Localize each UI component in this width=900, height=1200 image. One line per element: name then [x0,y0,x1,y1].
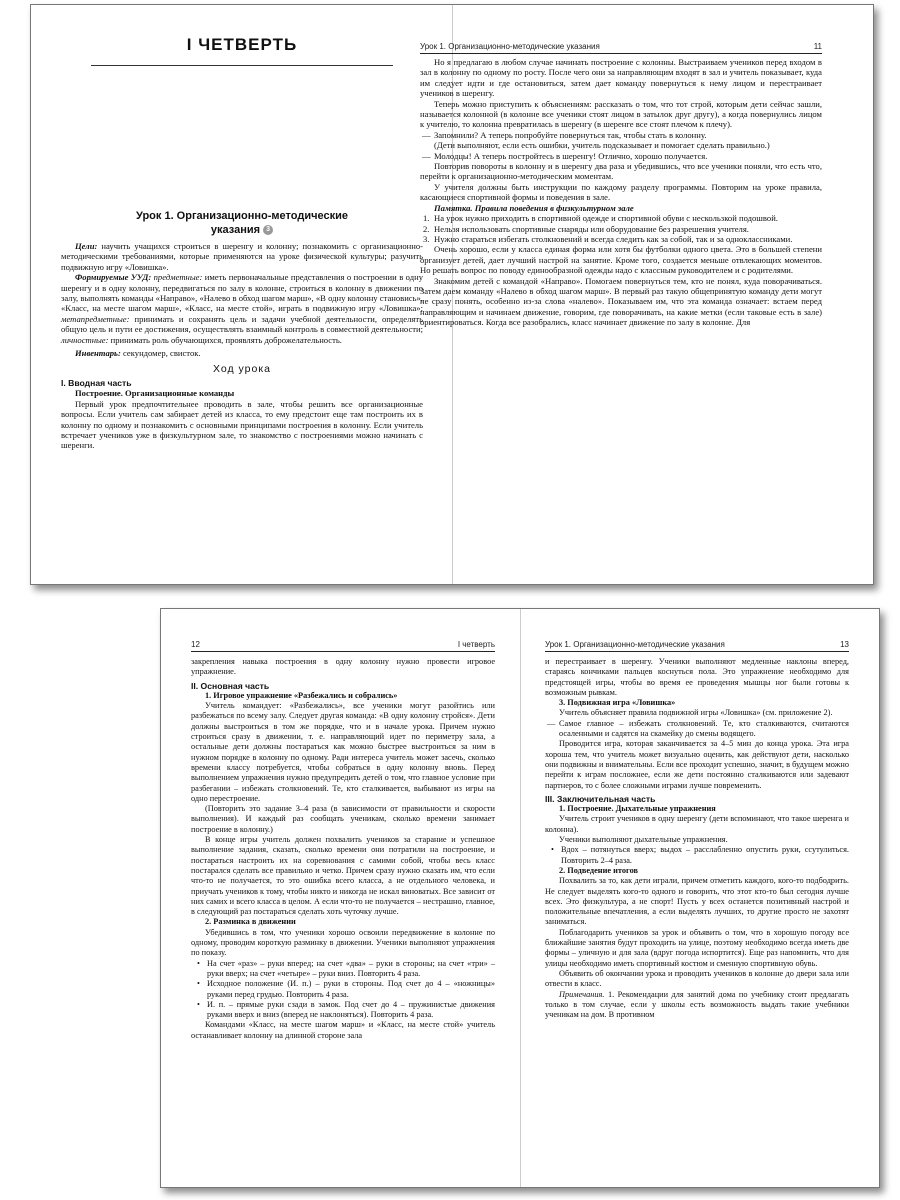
body-paragraph: Учитель строит учеников в одну шеренгу (дети вспоминают, что такое шеренга и колонна). [545,814,849,834]
section-heading-intro: I. Вводная часть [61,377,132,388]
inventory-paragraph: Инвентарь: секундомер, свисток. [75,348,201,359]
lesson-title-line1: Урок 1. Организационно-методические [136,210,348,222]
body-paragraph: Знакомим детей с командой «Направо». Помогаем повернуться тем, кто не понял, куда поворачиваться. Затем даем команду «Налево в обход шагом марш». В первый раз такую общепринятую команду дети могут не сразу понять, особенно из-за слова «налево». Показываем им, что эта команда означает: встаем перед направляющим и начинаем движение, говорим, где поворачивать, на какие метки (если таковые есть в зале) ориентироваться. Когда все разобрались, класс начинает движение по залу в колонне. Для [420,275,822,328]
chapter-divider [91,65,393,66]
dialogue-line: — Самое главное – избежать столкновений. Те, кто сталкиваются, считаются осаленными и садятся на скамейку до смены водящего. [545,719,849,740]
page-number: 11 [813,42,822,51]
section-heading-final: III. Заключительная часть [545,793,656,804]
running-header-title: I четверть [457,640,495,649]
page-number: 13 [840,640,849,649]
body-paragraph: Похвалить за то, как дети играли, причем отметить каждого, кого-то подбодрить. Не следует выделять кого-то одного и говорить, что этот кто-то был сегодня лучше всех. Это физкультура, а не спорт! Пусть у всех останется позитивный настрой и положительные впечатления, а если выделять лучших, то другие просто не захотят заниматься. [545,876,849,927]
lesson-intro-text [61,241,423,451]
course-heading: Ход урока [212,363,271,376]
page-right-13 [545,609,849,1187]
uud-paragraph: Формируемые УУД: предметные: иметь первоначальные представления о построении в одну шеренгу и в одну колонну, передвигаться по залу в колонне, строиться в колонну в движении по залу, выполнять команды «Направо», «Налево в обход шагом марш», «В одну колонну становись», «Класс, на месте шагом марш», «Класс, на месте стой», играть в подвижную игру «Ловишка»; метапредметные: принимать и сохранять цель и задачи учебной деятельности, определять общую цель и пути ее достижения, осуществлять взаимный контроль в совместной деятельности; личностные: принимать роль обучающихся, проявлять доброжелательность. [61,272,424,345]
page-gutter [520,609,521,1187]
body-paragraph: Повторив повороты в колонну и в шеренгу два раза и убедившись, что все ученики поняли, что есть что, перейти к организационно-методическим моментам. [420,161,822,182]
subsection-heading: 2. Подведение итогов [559,865,638,875]
exercise-item: • Исходное положение (И. п.) – руки в стороны. Под счет до 4 – «ножницы» руками перед грудью. Повторить 4 раза. [191,979,495,1000]
subsection-heading: 2. Разминка в движении [205,917,296,927]
body-paragraph: Но я предлагаю в любом случае начинать построение с колонны. Выстраиваем учеников перед входом в зал в колонну по одному по росту. После чего они за направляющим входят в зал и учитель показывает, куда им следует идти и где остановиться, затем дает команду повернуться к нему лицом и перестраивает учеников в шеренгу. [420,57,822,99]
exercise-item: • И. п. – прямые руки сзади в замок. Под счет до 4 – пружинистые движения руками вверх и вниз (вперед не наклоняться). Повторить 4 раза. [191,1000,495,1021]
page-left-12 [191,609,495,1187]
dialogue-line: — Запомнили? А теперь попробуйте повернуться так, чтобы стать в колонну. [420,130,822,140]
book-spread-pages-12-13 [160,608,880,1188]
lesson-title-line2: указания [210,224,261,236]
running-header-title: Урок 1. Организационно-методические указания [545,640,725,649]
page-left-10 [61,5,423,584]
body-paragraph: Командами «Класс, на месте шагом марш» и «Класс, на месте стой» учитель останавливает колонну на длинной стороне зала [191,1020,495,1040]
body-paragraph: У учителя должны быть инструкции по каждому разделу программы. Повторим на уроке правила, касающиеся спортивной формы и поведения в зале. [420,181,822,203]
page-number: 12 [191,640,200,649]
lesson-title [61,209,423,237]
lesson-number-badge: 3 [263,225,273,235]
page-text [191,657,495,1041]
goals-paragraph: Цели: научить учащихся строиться в шеренгу и колонну; познакомить с организационно-методическими требованиями, которые применяются на уроке физической культуры; разучить подвижную игру «Ловишка». [61,241,423,272]
body-paragraph: Проводится игра, которая заканчивается за 4–5 мин до конца урока. Эта игра хороша тем, что учитель может визуально оценить, как действуют дети, насколько они подвижны и внимательны. Если все проходит успешно, значит, в будущем можно перейти к играм посложнее, если же дети постоянно сталкиваются или задевают партнеров, то с более сложными играми лучше повременить. [545,739,849,790]
memo-heading: Памятка. Правила поведения в физкультурном зале [434,202,634,213]
page-text [545,657,849,1020]
running-header [420,39,822,54]
chapter-title: I ЧЕТВЕРТЬ [186,35,298,54]
rule-item: 1. На урок нужно приходить в спортивной одежде и спортивной обуви с нескользкой подошвой. [423,213,778,224]
body-paragraph: Ученики выполняют дыхательные упражнения. [559,835,728,845]
body-paragraph: Объявить об окончании урока и проводить учеников в колонне до двери зала или отвести в класс. [545,968,849,989]
notes-label: Примечания. [559,989,605,999]
body-paragraph: Учитель объясняет правила подвижной игры «Ловишка» (см. приложение 2). [559,708,833,718]
page-text [420,57,822,328]
body-paragraph: Первый урок предпочтительнее проводить в зале, чтобы решить все организационные вопросы. Если учитель сам забирает детей из класса, то ему предстоит еще там построить их в колонну по одному и познакомить с основными принципами построения в колонну. Если учитель встречает учеников уже в физкультурном зале, то знакомство с построениями можно начинать с шеренги. [61,398,423,451]
subsection-heading: 1. Построение. Дыхательные упражнения [559,804,716,814]
body-paragraph: и перестраивает в шеренгу. Ученики выполняют медленные наклоны вперед, стараясь кончиками пальцев коснуться пола. Это упражнение необходимо для предстоящей игры, чтобы во время ее проведения мышцы ног были готовы к возможным рывкам. [545,657,849,697]
body-paragraph: (Повторить это задание 3–4 раза (в зависимости от правильности и скорости выполнения). И каждый раз сообщать ученикам, сколько времени занимает построение в колонну.) [191,804,495,834]
exercise-item: • На счет «раз» – руки вперед; на счет «два» – руки в стороны; на счет «три» – руки вверх; на счет «четыре» – руки вниз. Повторить 4 раза. [191,959,495,980]
body-paragraph: Поблагодарить учеников за урок и объявить о том, что в хорошую погоду все ближайшие занятия будут проходить на улице, поэтому необходимо всегда иметь две формы – уличную и для зала (вдруг погода испортится). Еще раз напомнить, что для улицы необходимо иметь спортивный костюм и сменную спортивную обувь. [545,927,849,968]
goals-label: Цели: [75,241,98,251]
rule-item: 3. Нужно стараться избегать столкновений и всегда следить как за собой, так и за одноклассниками. [423,233,793,244]
notes-paragraph: Примечания. 1. Рекомендации для занятий дома по учебнику стоит предлагать только в том случае, если у школы есть возможность выдать такие учебники ученикам на дом. В противном [545,989,849,1020]
subsection-heading: 1. Игровое упражнение «Разбежались и собрались» [205,690,398,700]
book-spread-pages-10-11 [30,4,874,585]
running-header [545,637,849,652]
exercise-item: • Вдох – потянуться вверх; выдох – расслабленно опустить руки, ссутулиться. Повторить 2–4 раза. [545,845,849,866]
body-paragraph: закрепления навыка построения в одну колонну нужно провести игровое упражнение. [191,657,495,677]
dialogue-line: — Молодцы! А теперь постройтесь в шеренгу! Отлично, хорошо получается. [420,151,822,161]
body-paragraph: Убедившись в том, что ученики хорошо освоили передвижение в колонне по одному, проводим короткую разминку в движении. Ученики выполняют упражнения по показу. [191,927,495,958]
uud-label: Формируемые УУД: [75,272,152,283]
page-right-11 [420,5,822,584]
subsection-heading: Построение. Организационные команды [75,388,235,399]
running-header [191,637,495,652]
section-heading-main: II. Основная часть [191,680,270,691]
running-header-title: Урок 1. Организационно-методические указания [420,42,600,51]
body-paragraph: Очень хорошо, если у класса единая форма или хотя бы футболки одного цвета. Это в большей степени организует детей, дает лучший настрой на занятие. Кроме того, создается меньше отвлекающих моментов. Но решать вопрос по поводу единообразной одежды надо с классным руководителем и с родителями. [420,244,822,276]
rule-item: 2. Нельзя использовать спортивные снаряды или оборудование без разрешения учителя. [423,223,749,234]
body-paragraph: (Дети выполняют, если есть ошибки, учитель подсказывает и помогает сделать правильно.) [434,140,770,151]
body-paragraph: Теперь можно приступить к объяснениям: рассказать о том, что тот строй, которым дети сейчас зашли, называется колонной (в колонне все ученики стоят лицом в затылок друг другу), а когда повернулись лицом к учителю, то колонна превратилась в шеренгу (в шеренге все стоят плечом к плечу). [420,98,822,130]
body-paragraph: В конце игры учитель должен похвалить учеников за старание и успешное выполнение задания, сказать, сколько времени они потратили на построение, и постараться настроить их на соревнования с самими собой, чтобы весь класс постарался сделать все правильно и четко. Причем сразу нужно сказать им, что если что-то не получается, то это ошибка всего класса, а не отдельного человека, и приучать учеников к тому, чтобы никто и никогда не искал виноватых. Все зависит от них самих и всего класса в целом. А если что-то не получается – нестрашно, главное, в следующий раз постараться сделать хоть чуточку лучше. [191,835,495,917]
inventory-label: Инвентарь: [75,348,121,359]
body-paragraph: Учитель командует: «Разбежались», все ученики могут разойтись или разбежаться по всему залу. Следует другая команда: «В одну колонну стройся». Дети должны выстроиться в том же порядке, что и в начале урока. Причем нужно строиться сразу в движении, т. е. направляющий идет по периметру зала, а остальные дети должны постараться как можно быстрее выстроиться за ним в нужном порядке в колонну по одному. Ради интереса учитель может засечь, сколько времени классу потребуется, чтобы собраться в одну колонну вновь. Перед выполнением упражнения нужно предупредить детей о том, что главное условие при разбегании – избежать столкновений. Те, кто сталкивается, выбывают из игры на одно перестроение. [191,701,495,803]
subsection-heading: 3. Подвижная игра «Ловишка» [559,698,676,708]
